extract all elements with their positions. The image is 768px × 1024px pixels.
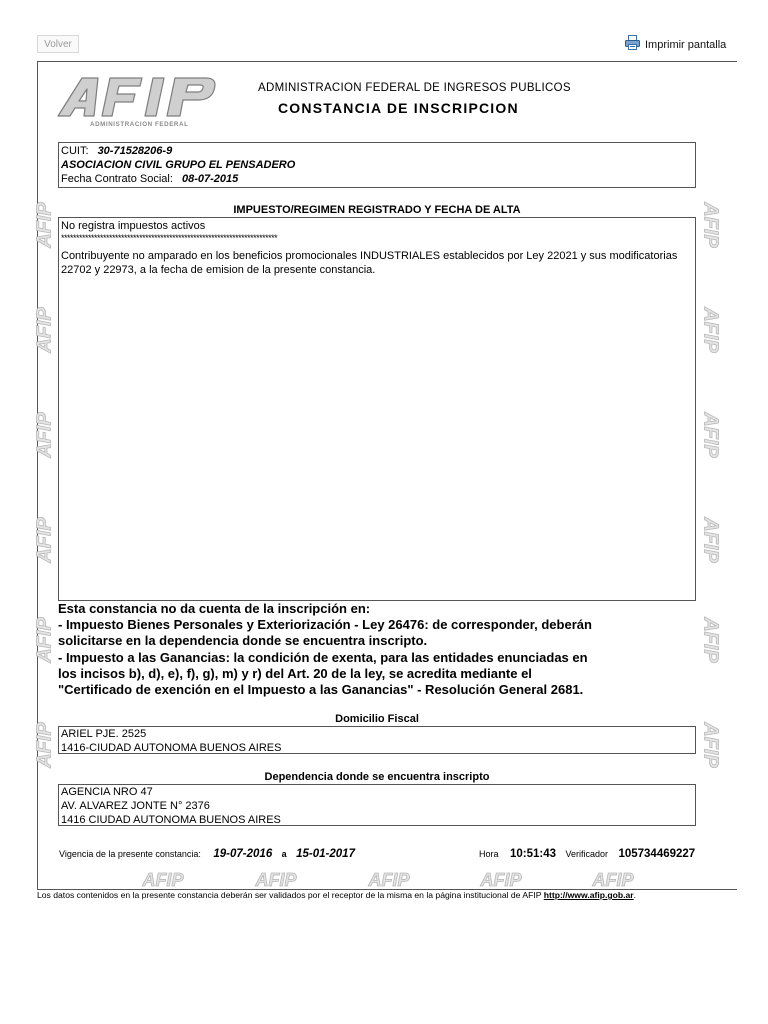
svg-text:AFIP: AFIP: [33, 617, 56, 663]
svg-text:AFIP: AFIP: [368, 871, 410, 890]
vigencia-row: [59, 844, 355, 862]
svg-text:AFIP: AFIP: [699, 517, 722, 563]
print-button[interactable]: [625, 36, 726, 54]
hora-label: Hora: [479, 849, 499, 859]
svg-text:AFIP: AFIP: [33, 517, 56, 563]
svg-text:AFIP: AFIP: [699, 722, 722, 768]
afip-watermark: [698, 605, 722, 675]
afip-watermark: [698, 400, 722, 470]
verificador-value: 105734469227: [618, 848, 696, 860]
page-title: CONSTANCIA DE INSCRIPCION: [278, 100, 519, 116]
svg-text:AFIP: AFIP: [33, 722, 56, 768]
svg-text:AFIP: AFIP: [699, 202, 722, 248]
dependencia-line: 1416 CIUDAD AUTONOMA BUENOS AIRES: [61, 814, 281, 826]
vigencia-sep: a: [281, 849, 287, 859]
domicilio-line: 1416-CIUDAD AUTONOMA BUENOS AIRES: [61, 742, 282, 754]
dependencia-line: AV. ALVAREZ JONTE N° 2376: [61, 800, 210, 812]
contribuyente-box: [58, 142, 696, 188]
printer-icon: [625, 35, 640, 55]
impuestos-separator: ************************************************************************: [61, 233, 278, 243]
vigencia-label: Vigencia de la presente constancia:: [59, 849, 201, 859]
aviso-line: "Certificado de exención en el Impuesto a las Ganancias" - Resolución General 2681.: [58, 682, 584, 698]
footer-text: Los datos contenidos en la presente constancia deberán ser validados por el receptor de la misma en la página institucional de AFIP: [37, 890, 542, 900]
svg-text:AFIP: AFIP: [699, 307, 722, 353]
impuestos-note: Contribuyente no amparado en los beneficios promocionales INDUSTRIALES establecidos por Ley 22021 y sus modificatorias 22702 y 22973, a la fecha de emision de la presente constancia.: [61, 250, 678, 276]
svg-text:AFIP: AFIP: [33, 202, 56, 248]
afip-watermark: [33, 295, 57, 365]
contrato-date: 08-07-2015: [181, 173, 239, 185]
aviso-block: [58, 601, 698, 698]
afip-watermark: [33, 605, 57, 675]
verificador-label: Verificador: [565, 849, 608, 859]
afip-watermark: [33, 400, 57, 470]
cuit-value: 30-71528206-9: [97, 145, 173, 157]
footer-end: .: [633, 890, 637, 900]
svg-text:AFIP: AFIP: [33, 412, 56, 458]
afip-watermark: [698, 710, 722, 780]
hora-value: 10:51:43: [509, 848, 557, 860]
afip-watermark: [33, 505, 57, 575]
aviso-line: solicitarse en la dependencia donde se encuentra inscripto.: [58, 633, 428, 649]
svg-text:AFIP: AFIP: [592, 871, 634, 890]
afip-watermark: [33, 710, 57, 780]
aviso-line: - Impuesto Bienes Personales y Exteriorización - Ley 26476: de corresponder, deberán: [58, 617, 592, 633]
aviso-line: los incisos b), d), e), f), g), m) y r) del Art. 20 de la ley, se acredita mediante el: [58, 665, 532, 681]
afip-watermark: [245, 871, 307, 891]
afip-watermark: [582, 871, 644, 891]
cuit-row: [61, 144, 693, 158]
contribuyente-name: ASOCIACION CIVIL GRUPO EL PENSADERO: [61, 159, 296, 171]
svg-text:ADMINISTRACION FEDERAL: ADMINISTRACION FEDERAL: [90, 121, 189, 128]
contrato-row: [61, 172, 693, 186]
vigencia-desde: 19-07-2016: [213, 848, 273, 860]
afip-watermark: [698, 190, 722, 260]
svg-text:AFIP: AFIP: [255, 871, 297, 890]
svg-text:AFIP: AFIP: [480, 871, 522, 890]
afip-watermark: [33, 190, 57, 260]
svg-text:AFIP: AFIP: [699, 412, 722, 458]
domicilio-box: [58, 726, 696, 754]
impuestos-status: No registra impuestos activos: [61, 220, 206, 232]
impuestos-box: [58, 217, 696, 601]
impuestos-title: IMPUESTO/REGIMEN REGISTRADO Y FECHA DE ALTA: [233, 204, 521, 216]
agency-name: ADMINISTRACION FEDERAL DE INGRESOS PUBLICOS: [258, 82, 571, 94]
afip-watermark: [698, 295, 722, 365]
afip-watermark: [470, 871, 532, 891]
afip-watermark: [358, 871, 420, 891]
aviso-line: - Impuesto a las Ganancias: la condición de exenta, para las entidades enunciadas en: [58, 649, 588, 665]
svg-text:AFIP: AFIP: [33, 307, 56, 353]
cuit-label: CUIT:: [61, 145, 89, 157]
aviso-line: Esta constancia no da cuenta de la inscripción en:: [58, 601, 371, 616]
afip-logo: [56, 76, 231, 128]
hora-row: [479, 844, 695, 862]
svg-text:AFIP: AFIP: [699, 617, 722, 663]
domicilio-line: ARIEL PJE. 2525: [61, 728, 147, 740]
contrato-label: Fecha Contrato Social:: [61, 173, 173, 185]
dependencia-title: Dependencia donde se encuentra inscripto: [264, 771, 490, 783]
volver-button[interactable]: Volver: [37, 35, 79, 53]
afip-link[interactable]: http://www.afip.gob.ar: [543, 890, 634, 900]
print-label: Imprimir pantalla: [645, 39, 727, 51]
afip-watermark: [698, 505, 722, 575]
dependencia-line: AGENCIA NRO 47: [61, 786, 153, 798]
afip-watermark: [132, 871, 194, 891]
domicilio-title: Domicilio Fiscal: [335, 713, 419, 725]
svg-text:AFIP: AFIP: [142, 871, 184, 890]
vigencia-hasta: 15-01-2017: [296, 848, 355, 860]
dependencia-box: [58, 784, 696, 826]
footer-note: [37, 890, 636, 900]
